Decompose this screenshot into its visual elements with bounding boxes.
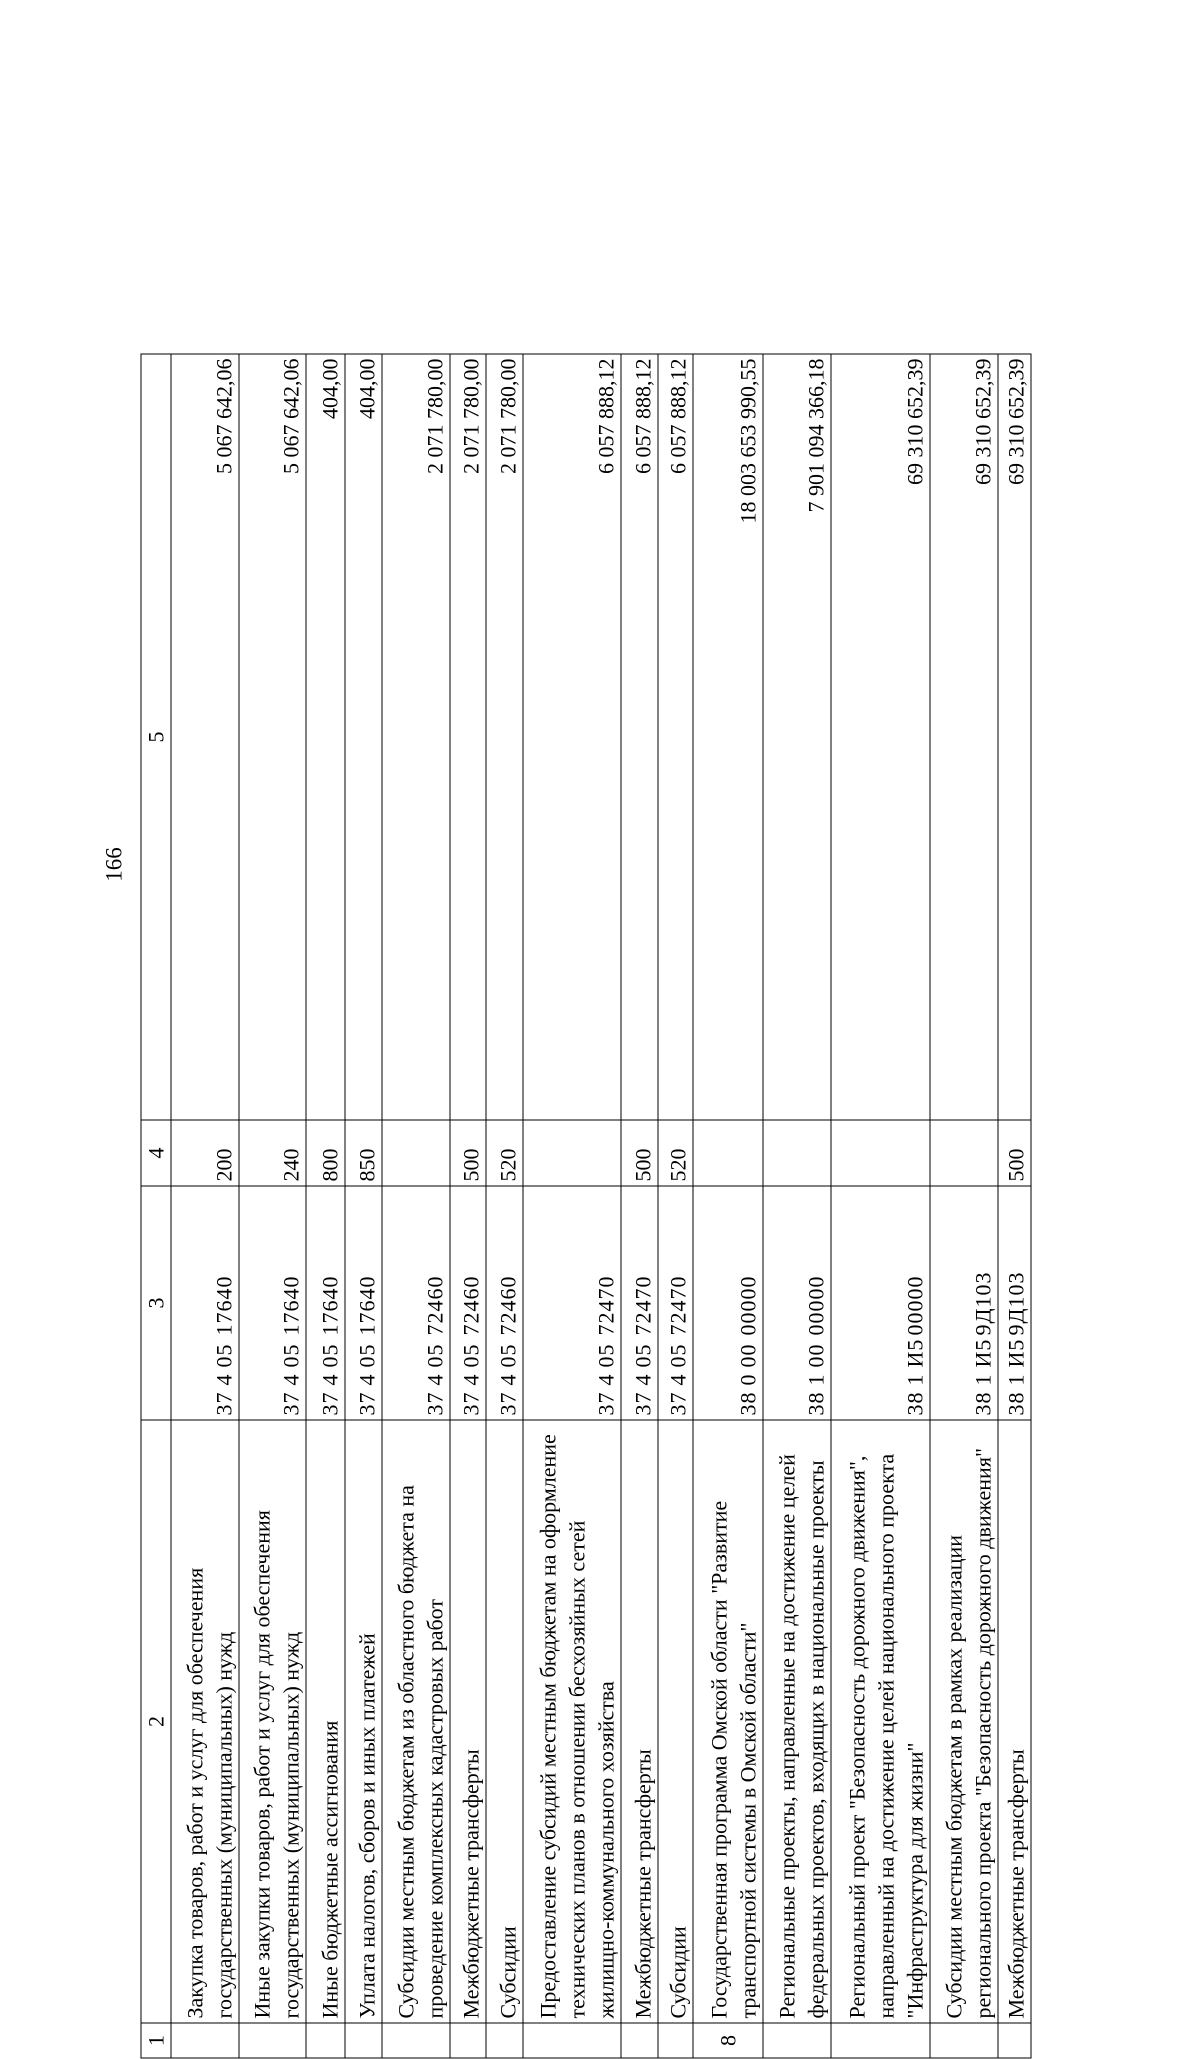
row-amount: 404,00	[345, 354, 383, 1120]
code-part-1: 37	[665, 1391, 691, 1416]
row-expense-type: 200	[171, 1120, 239, 1186]
code-part-4: 00000	[902, 1275, 928, 1336]
code-part-4: 72470	[665, 1275, 691, 1336]
row-expense-type: 500	[998, 1120, 1031, 1186]
code-part-2: 4	[458, 1373, 484, 1386]
code-part-2: 4	[665, 1373, 691, 1386]
row-code	[306, 1186, 345, 1420]
row-name: Межбюджетные трансферты	[450, 1420, 487, 2023]
code-part-2: 4	[278, 1373, 304, 1386]
code-part-4: 17640	[317, 1275, 343, 1336]
row-code	[930, 1186, 998, 1420]
code-part-3: 05	[630, 1343, 656, 1368]
code-part-3: 05	[458, 1343, 484, 1368]
row-name: Иные бюджетные ассигнования	[306, 1420, 345, 2023]
code-part-1: 38	[970, 1391, 996, 1416]
row-name: Субсидии местным бюджетам из областного бюджета на проведение комплексных кадастровых работ	[382, 1420, 450, 2023]
code-part-3: 05	[495, 1343, 521, 1368]
row-number	[382, 2023, 450, 2058]
table-row	[450, 354, 487, 2058]
row-amount: 69 310 652,39	[930, 354, 998, 1120]
row-expense-type	[382, 1120, 450, 1186]
code-part-3: 05	[278, 1343, 304, 1368]
row-expense-type: 520	[486, 1120, 523, 1186]
row-name: Региональные проекты, направленные на достижение целей федеральных проектов, входящих в национальные проекты	[763, 1420, 831, 2023]
row-number	[658, 2023, 693, 2058]
row-number	[523, 2023, 622, 2058]
row-code	[345, 1186, 383, 1420]
table-row	[763, 354, 831, 2058]
code-part-4: 72470	[593, 1275, 619, 1336]
code-part-1: 37	[593, 1391, 619, 1416]
row-number	[998, 2023, 1031, 2058]
code-part-1: 37	[278, 1391, 304, 1416]
code-part-2: 1	[1003, 1373, 1029, 1386]
row-code	[171, 1186, 239, 1420]
table-row	[693, 354, 763, 2058]
row-code	[486, 1186, 523, 1420]
table-row	[239, 354, 307, 2058]
header-col-4: 4	[141, 1120, 171, 1186]
row-expense-type: 240	[239, 1120, 307, 1186]
row-expense-type	[523, 1120, 622, 1186]
row-number	[831, 2023, 931, 2058]
header-col-3: 3	[141, 1186, 171, 1420]
row-amount: 5 067 642,06	[171, 354, 239, 1120]
row-amount: 2 071 780,00	[382, 354, 450, 1120]
row-code	[450, 1186, 487, 1420]
table-row	[998, 354, 1031, 2058]
code-part-3: 05	[422, 1343, 448, 1368]
header-col-1: 1	[141, 2023, 171, 2058]
row-code	[693, 1186, 763, 1420]
row-number	[621, 2023, 658, 2058]
row-amount: 69 310 652,39	[998, 354, 1031, 1120]
table-row	[345, 354, 383, 2058]
row-name: Закупка товаров, работ и услуг для обеспечения государственных (муниципальных) нужд	[171, 1420, 239, 2023]
table-row	[382, 354, 450, 2058]
code-part-4: 00000	[803, 1275, 829, 1336]
row-amount: 404,00	[306, 354, 345, 1120]
code-part-4: 72460	[422, 1275, 448, 1336]
table-row	[171, 354, 239, 2058]
row-name: Субсидии	[486, 1420, 523, 2023]
code-part-3: 05	[593, 1343, 619, 1368]
code-part-1: 37	[630, 1391, 656, 1416]
code-part-4: 17640	[278, 1275, 304, 1336]
table-row	[831, 354, 931, 2058]
code-part-3: 00	[735, 1343, 761, 1368]
row-number	[450, 2023, 487, 2058]
code-part-3: И5	[1003, 1338, 1029, 1368]
row-expense-type: 500	[621, 1120, 658, 1186]
row-code	[658, 1186, 693, 1420]
code-part-2: 1	[902, 1373, 928, 1386]
row-amount: 2 071 780,00	[486, 354, 523, 1120]
code-part-2: 4	[630, 1373, 656, 1386]
row-amount: 6 057 888,12	[523, 354, 622, 1120]
code-part-4: 9Д103	[970, 1271, 996, 1336]
table-row	[930, 354, 998, 2058]
code-part-4: 72460	[495, 1275, 521, 1336]
code-part-2: 1	[970, 1373, 996, 1386]
row-expense-type: 850	[345, 1120, 383, 1186]
table-row	[306, 354, 345, 2058]
code-part-3: 05	[354, 1343, 380, 1368]
header-col-5: 5	[141, 354, 171, 1120]
code-part-1: 38	[1003, 1391, 1029, 1416]
row-name: Уплата налогов, сборов и иных платежей	[345, 1420, 383, 2023]
row-code	[523, 1186, 622, 1420]
code-part-4: 72460	[458, 1275, 484, 1336]
row-expense-type	[930, 1120, 998, 1186]
row-amount: 18 003 653 990,55	[693, 354, 763, 1120]
row-name: Государственная программа Омской области "Развитие транспортной системы в Омской области"	[693, 1420, 763, 2023]
row-amount: 69 310 652,39	[831, 354, 931, 1120]
code-part-4: 9Д103	[1003, 1271, 1029, 1336]
code-part-1: 37	[458, 1391, 484, 1416]
row-number	[763, 2023, 831, 2058]
row-number	[239, 2023, 307, 2058]
table-row	[523, 354, 622, 2058]
code-part-3: 05	[317, 1343, 343, 1368]
row-code	[239, 1186, 307, 1420]
code-part-1: 37	[354, 1391, 380, 1416]
row-expense-type	[693, 1120, 763, 1186]
row-amount: 7 901 094 366,18	[763, 354, 831, 1120]
header-col-2: 2	[141, 1420, 171, 2023]
row-number	[171, 2023, 239, 2058]
row-code	[831, 1186, 931, 1420]
row-expense-type: 800	[306, 1120, 345, 1186]
row-number	[345, 2023, 383, 2058]
code-part-1: 38	[803, 1391, 829, 1416]
code-part-2: 4	[354, 1373, 380, 1386]
code-part-2: 1	[803, 1373, 829, 1386]
row-number	[930, 2023, 998, 2058]
code-part-2: 4	[593, 1373, 619, 1386]
code-part-2: 4	[211, 1373, 237, 1386]
code-part-1: 37	[211, 1391, 237, 1416]
rotated-table-wrapper	[141, 355, 1032, 2059]
row-code	[763, 1186, 831, 1420]
code-part-1: 37	[317, 1391, 343, 1416]
row-number: 8	[693, 2023, 763, 2058]
code-part-3: И5	[970, 1338, 996, 1368]
row-name: Субсидии	[658, 1420, 693, 2023]
code-part-2: 4	[495, 1373, 521, 1386]
row-name: Субсидии местным бюджетам в рамках реализации регионального проекта "Безопасность дорожного движения"	[930, 1420, 998, 2023]
code-part-4: 17640	[354, 1275, 380, 1336]
row-code	[998, 1186, 1031, 1420]
code-part-1: 37	[422, 1391, 448, 1416]
page-number: 166	[101, 847, 127, 882]
row-code	[382, 1186, 450, 1420]
budget-table	[141, 354, 1032, 2059]
row-amount: 5 067 642,06	[239, 354, 307, 1120]
row-code	[621, 1186, 658, 1420]
row-name: Региональный проект "Безопасность дорожного движения", направленный на достижение целей национального проекта "Инфраструктура для жизни"	[831, 1420, 931, 2023]
row-number	[306, 2023, 345, 2058]
code-part-4: 17640	[211, 1275, 237, 1336]
row-name: Межбюджетные трансферты	[998, 1420, 1031, 2023]
row-number	[486, 2023, 523, 2058]
code-part-3: 05	[211, 1343, 237, 1368]
row-name: Предоставление субсидий местным бюджетам на оформление технических планов в отношении бесхозяйных сетей жилищно-коммунального хозяйства	[523, 1420, 622, 2023]
row-expense-type: 500	[450, 1120, 487, 1186]
row-name: Межбюджетные трансферты	[621, 1420, 658, 2023]
row-amount: 6 057 888,12	[658, 354, 693, 1120]
code-part-3: И5	[902, 1338, 928, 1368]
row-expense-type	[831, 1120, 931, 1186]
row-amount: 6 057 888,12	[621, 354, 658, 1120]
code-part-1: 38	[735, 1391, 761, 1416]
code-part-1: 37	[495, 1391, 521, 1416]
row-amount: 2 071 780,00	[450, 354, 487, 1120]
table-row	[486, 354, 523, 2058]
code-part-4: 72470	[630, 1275, 656, 1336]
table-body	[171, 354, 1031, 2058]
code-part-2: 4	[422, 1373, 448, 1386]
code-part-3: 00	[803, 1343, 829, 1368]
row-name: Иные закупки товаров, работ и услуг для обеспечения государственных (муниципальных) нужд	[239, 1420, 307, 2023]
code-part-2: 0	[735, 1373, 761, 1386]
row-expense-type: 520	[658, 1120, 693, 1186]
code-part-2: 4	[317, 1373, 343, 1386]
code-part-1: 38	[902, 1391, 928, 1416]
code-part-3: 05	[665, 1343, 691, 1368]
row-expense-type	[763, 1120, 831, 1186]
code-part-4: 00000	[735, 1275, 761, 1336]
table-row	[658, 354, 693, 2058]
table-row	[621, 354, 658, 2058]
header-row	[141, 354, 171, 2058]
